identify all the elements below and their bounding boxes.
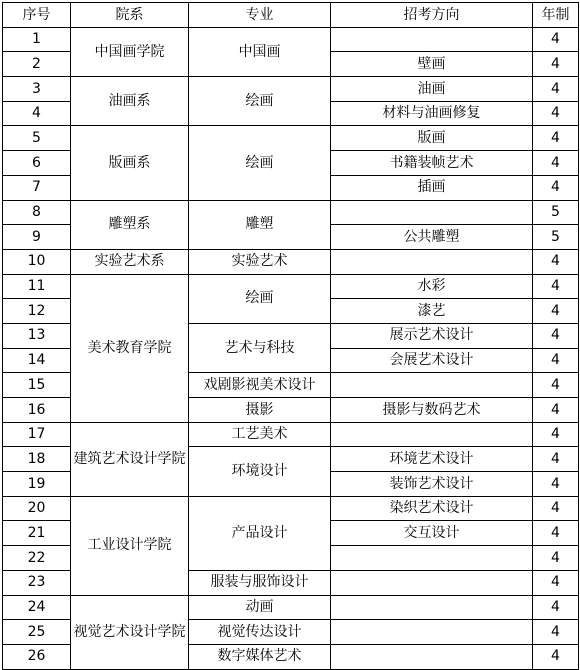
seq-cell: 11 — [3, 274, 71, 299]
direction-cell — [331, 422, 533, 447]
direction-cell: 染织艺术设计 — [331, 496, 533, 521]
table-row — [3, 27, 579, 52]
major-cell: 中国画 — [189, 27, 331, 76]
direction-cell — [331, 620, 533, 645]
seq-cell: 25 — [3, 620, 71, 645]
major-cell: 雕塑 — [189, 200, 331, 249]
years-cell: 4 — [533, 595, 579, 620]
years-cell: 4 — [533, 77, 579, 102]
college-cell: 美术教育学院 — [71, 274, 189, 422]
years-cell: 4 — [533, 126, 579, 151]
header-years: 年制 — [533, 3, 579, 28]
years-cell: 4 — [533, 52, 579, 77]
direction-cell: 壁画 — [331, 52, 533, 77]
seq-cell: 19 — [3, 472, 71, 497]
years-cell: 5 — [533, 225, 579, 250]
major-cell: 摄影 — [189, 398, 331, 423]
direction-cell — [331, 644, 533, 669]
direction-cell: 水彩 — [331, 274, 533, 299]
admissions-table — [2, 2, 579, 670]
table-row — [3, 77, 579, 102]
seq-cell: 23 — [3, 570, 71, 595]
major-cell: 绘画 — [189, 274, 331, 323]
years-cell: 4 — [533, 398, 579, 423]
major-cell: 绘画 — [189, 126, 331, 200]
years-cell: 4 — [533, 447, 579, 472]
seq-cell: 1 — [3, 27, 71, 52]
table-row — [3, 422, 579, 447]
years-cell: 4 — [533, 101, 579, 126]
seq-cell: 16 — [3, 398, 71, 423]
seq-cell: 10 — [3, 249, 71, 274]
major-cell: 绘画 — [189, 77, 331, 126]
direction-cell: 交互设计 — [331, 521, 533, 546]
years-cell: 4 — [533, 323, 579, 348]
college-cell: 工业设计学院 — [71, 496, 189, 595]
direction-cell: 漆艺 — [331, 299, 533, 324]
seq-cell: 26 — [3, 644, 71, 669]
header-major: 专业 — [189, 3, 331, 28]
seq-cell: 13 — [3, 323, 71, 348]
college-cell: 版画系 — [71, 126, 189, 200]
seq-cell: 6 — [3, 151, 71, 176]
years-cell: 4 — [533, 472, 579, 497]
major-cell: 艺术与科技 — [189, 323, 331, 372]
seq-cell: 24 — [3, 595, 71, 620]
years-cell: 4 — [533, 299, 579, 324]
years-cell: 4 — [533, 274, 579, 299]
major-cell: 视觉传达设计 — [189, 620, 331, 645]
direction-cell — [331, 570, 533, 595]
major-cell: 戏剧影视美术设计 — [189, 373, 331, 398]
direction-cell: 公共雕塑 — [331, 225, 533, 250]
direction-cell: 版画 — [331, 126, 533, 151]
college-cell: 中国画学院 — [71, 27, 189, 76]
direction-cell: 环境艺术设计 — [331, 447, 533, 472]
major-cell: 实验艺术 — [189, 249, 331, 274]
years-cell: 4 — [533, 348, 579, 373]
seq-cell: 4 — [3, 101, 71, 126]
years-cell: 5 — [533, 200, 579, 225]
table-row — [3, 595, 579, 620]
years-cell: 4 — [533, 422, 579, 447]
table-header-row — [3, 3, 579, 28]
years-cell: 4 — [533, 620, 579, 645]
direction-cell: 插画 — [331, 175, 533, 200]
seq-cell: 8 — [3, 200, 71, 225]
table-row — [3, 249, 579, 274]
seq-cell: 12 — [3, 299, 71, 324]
major-cell: 数字媒体艺术 — [189, 644, 331, 669]
direction-cell — [331, 373, 533, 398]
seq-cell: 17 — [3, 422, 71, 447]
years-cell: 4 — [533, 175, 579, 200]
seq-cell: 3 — [3, 77, 71, 102]
seq-cell: 18 — [3, 447, 71, 472]
years-cell: 4 — [533, 373, 579, 398]
seq-cell: 21 — [3, 521, 71, 546]
major-cell: 动画 — [189, 595, 331, 620]
seq-cell: 22 — [3, 546, 71, 571]
college-cell: 雕塑系 — [71, 200, 189, 249]
table-row — [3, 496, 579, 521]
years-cell: 4 — [533, 644, 579, 669]
seq-cell: 2 — [3, 52, 71, 77]
college-cell: 视觉艺术设计学院 — [71, 595, 189, 669]
direction-cell: 会展艺术设计 — [331, 348, 533, 373]
years-cell: 4 — [533, 151, 579, 176]
major-cell: 产品设计 — [189, 496, 331, 570]
years-cell: 4 — [533, 546, 579, 571]
major-cell: 服装与服饰设计 — [189, 570, 331, 595]
table-row — [3, 200, 579, 225]
table-row — [3, 274, 579, 299]
college-cell: 建筑艺术设计学院 — [71, 422, 189, 496]
seq-cell: 15 — [3, 373, 71, 398]
header-direction: 招考方向 — [331, 3, 533, 28]
header-college: 院系 — [71, 3, 189, 28]
seq-cell: 9 — [3, 225, 71, 250]
direction-cell: 材料与油画修复 — [331, 101, 533, 126]
direction-cell — [331, 27, 533, 52]
years-cell: 4 — [533, 249, 579, 274]
table-row — [3, 126, 579, 151]
seq-cell: 7 — [3, 175, 71, 200]
years-cell: 4 — [533, 570, 579, 595]
seq-cell: 20 — [3, 496, 71, 521]
seq-cell: 5 — [3, 126, 71, 151]
seq-cell: 14 — [3, 348, 71, 373]
direction-cell: 书籍装帧艺术 — [331, 151, 533, 176]
college-cell: 油画系 — [71, 77, 189, 126]
direction-cell — [331, 595, 533, 620]
major-cell: 工艺美术 — [189, 422, 331, 447]
years-cell: 4 — [533, 521, 579, 546]
direction-cell — [331, 546, 533, 571]
direction-cell — [331, 200, 533, 225]
direction-cell: 装饰艺术设计 — [331, 472, 533, 497]
direction-cell: 摄影与数码艺术 — [331, 398, 533, 423]
header-seq: 序号 — [3, 3, 71, 28]
direction-cell: 展示艺术设计 — [331, 323, 533, 348]
years-cell: 4 — [533, 496, 579, 521]
college-cell: 实验艺术系 — [71, 249, 189, 274]
years-cell: 4 — [533, 27, 579, 52]
direction-cell: 油画 — [331, 77, 533, 102]
direction-cell — [331, 249, 533, 274]
major-cell: 环境设计 — [189, 447, 331, 496]
